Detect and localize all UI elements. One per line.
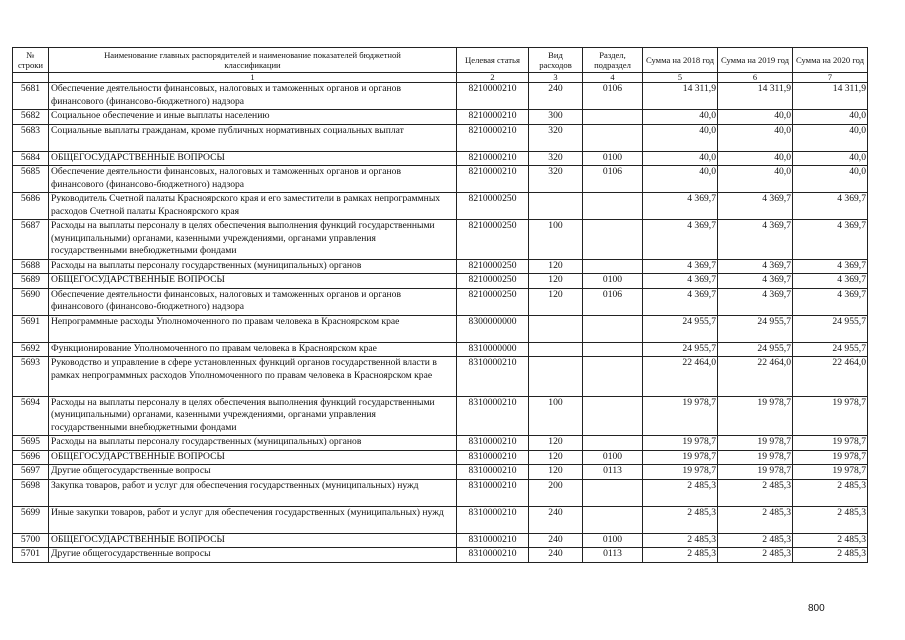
column-number: 5 [643, 73, 718, 83]
row-name: Обеспечение деятельности финансовых, налоговых и таможенных органов и органов финансового (финансово-бюджетного) надзора [49, 83, 457, 110]
target-article: 8310000210 [457, 506, 529, 533]
row-name: Руководство и управление в сфере установленных функций органов государственной власти в рамках непрограммных расходов Уполномоченного по правам человека в Красноярском крае [49, 357, 457, 397]
target-article: 8310000210 [457, 436, 529, 451]
sum-2019: 4 369,7 [718, 274, 793, 289]
sum-2019: 40,0 [718, 166, 793, 193]
sum-2020: 19 978,7 [793, 396, 868, 436]
row-name: Функционирование Уполномоченного по правам человека в Красноярском крае [49, 342, 457, 357]
section-code: 0100 [583, 151, 643, 166]
expense-kind [529, 357, 583, 397]
table-body [13, 83, 868, 563]
header-sum-2018: Сумма на 2018 год [643, 48, 718, 73]
row-name: Иные закупки товаров, работ и услуг для обеспечения государственных (муниципальных) нужд [49, 506, 457, 533]
expense-kind: 100 [529, 220, 583, 260]
table-row [13, 166, 868, 193]
row-name: Закупка товаров, работ и услуг для обеспечения государственных (муниципальных) нужд [49, 479, 457, 506]
row-number: 5685 [13, 166, 49, 193]
sum-2019: 2 485,3 [718, 533, 793, 548]
row-number: 5692 [13, 342, 49, 357]
target-article: 8210000250 [457, 274, 529, 289]
sum-2020: 4 369,7 [793, 220, 868, 260]
target-article: 8210000250 [457, 288, 529, 315]
sum-2019: 2 485,3 [718, 479, 793, 506]
sum-2020: 24 955,7 [793, 342, 868, 357]
target-article: 8210000250 [457, 193, 529, 220]
row-number: 5686 [13, 193, 49, 220]
sum-2020: 22 464,0 [793, 357, 868, 397]
sum-2018: 14 311,9 [643, 83, 718, 110]
sum-2020: 19 978,7 [793, 436, 868, 451]
target-article: 8210000210 [457, 83, 529, 110]
sum-2018: 19 978,7 [643, 450, 718, 465]
sum-2020: 4 369,7 [793, 274, 868, 289]
table-row [13, 479, 868, 506]
sum-2019: 19 978,7 [718, 465, 793, 480]
row-number: 5690 [13, 288, 49, 315]
sum-2018: 4 369,7 [643, 274, 718, 289]
column-number: 3 [529, 73, 583, 83]
sum-2018: 40,0 [643, 110, 718, 125]
section-code: 0100 [583, 274, 643, 289]
row-name: Расходы на выплаты персоналу государственных (муниципальных) органов [49, 259, 457, 274]
expense-kind: 120 [529, 465, 583, 480]
table-header-row [13, 48, 868, 73]
section-code: 0106 [583, 83, 643, 110]
sum-2020: 19 978,7 [793, 465, 868, 480]
row-number: 5682 [13, 110, 49, 125]
sum-2019: 4 369,7 [718, 259, 793, 274]
sum-2020: 40,0 [793, 124, 868, 151]
section-code [583, 193, 643, 220]
section-code [583, 124, 643, 151]
sum-2019: 19 978,7 [718, 396, 793, 436]
expense-kind: 240 [529, 533, 583, 548]
sum-2020: 40,0 [793, 151, 868, 166]
sum-2020: 2 485,3 [793, 548, 868, 563]
expense-kind: 300 [529, 110, 583, 125]
expense-kind: 320 [529, 124, 583, 151]
target-article: 8310000210 [457, 479, 529, 506]
table-row [13, 110, 868, 125]
page-number: 800 [808, 603, 825, 614]
expense-kind [529, 315, 583, 342]
section-code [583, 315, 643, 342]
sum-2019: 19 978,7 [718, 450, 793, 465]
budget-table [12, 47, 868, 563]
expense-kind [529, 342, 583, 357]
expense-kind: 120 [529, 436, 583, 451]
table-row [13, 548, 868, 563]
table-row [13, 436, 868, 451]
row-name: Руководитель Счетной палаты Красноярского края и его заместители в рамках непрограммных расходов Счетной палаты Красноярского края [49, 193, 457, 220]
row-number: 5697 [13, 465, 49, 480]
header-sum-2020: Сумма на 2020 год [793, 48, 868, 73]
target-article: 8310000000 [457, 342, 529, 357]
row-name: Социальные выплаты гражданам, кроме публичных нормативных социальных выплат [49, 124, 457, 151]
row-name: ОБЩЕГОСУДАРСТВЕННЫЕ ВОПРОСЫ [49, 533, 457, 548]
sum-2018: 22 464,0 [643, 357, 718, 397]
section-code [583, 110, 643, 125]
target-article: 8310000210 [457, 450, 529, 465]
table-row [13, 288, 868, 315]
row-number: 5699 [13, 506, 49, 533]
row-name: Расходы на выплаты персоналу в целях обеспечения выполнения функций государственными (муниципальными) органами, казенными учреждениями, органами управления государственными внебюджетными фондами [49, 220, 457, 260]
row-name: Социальное обеспечение и иные выплаты населению [49, 110, 457, 125]
target-article: 8310000210 [457, 533, 529, 548]
row-number: 5701 [13, 548, 49, 563]
sum-2020: 14 311,9 [793, 83, 868, 110]
sum-2018: 4 369,7 [643, 193, 718, 220]
row-number: 5684 [13, 151, 49, 166]
expense-kind: 240 [529, 83, 583, 110]
row-number: 5693 [13, 357, 49, 397]
row-number: 5700 [13, 533, 49, 548]
table-row [13, 396, 868, 436]
section-code: 0113 [583, 548, 643, 563]
section-code [583, 357, 643, 397]
header-expense-kind: Вид расходов [529, 48, 583, 73]
sum-2018: 24 955,7 [643, 315, 718, 342]
target-article: 8210000210 [457, 124, 529, 151]
column-number: 7 [793, 73, 868, 83]
row-number: 5688 [13, 259, 49, 274]
column-number: 1 [49, 73, 457, 83]
table-row [13, 259, 868, 274]
table-row [13, 506, 868, 533]
section-code: 0106 [583, 288, 643, 315]
expense-kind: 100 [529, 396, 583, 436]
section-code: 0106 [583, 166, 643, 193]
row-name: Обеспечение деятельности финансовых, налоговых и таможенных органов и органов финансового (финансово-бюджетного) надзора [49, 288, 457, 315]
row-number: 5694 [13, 396, 49, 436]
table-row [13, 315, 868, 342]
section-code [583, 506, 643, 533]
row-name: ОБЩЕГОСУДАРСТВЕННЫЕ ВОПРОСЫ [49, 274, 457, 289]
section-code [583, 259, 643, 274]
column-number-row [13, 73, 868, 83]
row-name: Расходы на выплаты персоналу государственных (муниципальных) органов [49, 436, 457, 451]
row-number: 5695 [13, 436, 49, 451]
sum-2020: 2 485,3 [793, 479, 868, 506]
sum-2019: 19 978,7 [718, 436, 793, 451]
sum-2019: 40,0 [718, 151, 793, 166]
expense-kind: 120 [529, 288, 583, 315]
sum-2019: 24 955,7 [718, 342, 793, 357]
column-number: 6 [718, 73, 793, 83]
column-number [13, 73, 49, 83]
sum-2019: 24 955,7 [718, 315, 793, 342]
row-number: 5681 [13, 83, 49, 110]
target-article: 8310000210 [457, 396, 529, 436]
table-row [13, 124, 868, 151]
sum-2018: 2 485,3 [643, 506, 718, 533]
sum-2020: 40,0 [793, 166, 868, 193]
section-code: 0100 [583, 533, 643, 548]
column-number: 2 [457, 73, 529, 83]
section-code [583, 396, 643, 436]
row-number: 5696 [13, 450, 49, 465]
row-name: ОБЩЕГОСУДАРСТВЕННЫЕ ВОПРОСЫ [49, 151, 457, 166]
expense-kind: 200 [529, 479, 583, 506]
sum-2019: 2 485,3 [718, 548, 793, 563]
table-row [13, 533, 868, 548]
header-name: Наименование главных распорядителей и наименование показателей бюджетной классификации [49, 48, 457, 73]
expense-kind: 120 [529, 259, 583, 274]
sum-2018: 2 485,3 [643, 548, 718, 563]
row-name: ОБЩЕГОСУДАРСТВЕННЫЕ ВОПРОСЫ [49, 450, 457, 465]
target-article: 8210000210 [457, 151, 529, 166]
sum-2020: 19 978,7 [793, 450, 868, 465]
sum-2018: 2 485,3 [643, 479, 718, 506]
section-code [583, 342, 643, 357]
sum-2019: 14 311,9 [718, 83, 793, 110]
sum-2020: 24 955,7 [793, 315, 868, 342]
sum-2019: 4 369,7 [718, 220, 793, 260]
target-article: 8310000210 [457, 357, 529, 397]
table-row [13, 357, 868, 397]
sum-2019: 40,0 [718, 124, 793, 151]
section-code [583, 479, 643, 506]
target-article: 8300000000 [457, 315, 529, 342]
sum-2018: 4 369,7 [643, 259, 718, 274]
row-number: 5687 [13, 220, 49, 260]
expense-kind: 240 [529, 506, 583, 533]
sum-2019: 2 485,3 [718, 506, 793, 533]
target-article: 8310000210 [457, 548, 529, 563]
section-code [583, 220, 643, 260]
section-code: 0113 [583, 465, 643, 480]
sum-2018: 4 369,7 [643, 220, 718, 260]
target-article: 8210000210 [457, 166, 529, 193]
sum-2020: 2 485,3 [793, 533, 868, 548]
sum-2020: 2 485,3 [793, 506, 868, 533]
sum-2018: 19 978,7 [643, 465, 718, 480]
sum-2019: 4 369,7 [718, 288, 793, 315]
row-name: Другие общегосударственные вопросы [49, 548, 457, 563]
sum-2018: 19 978,7 [643, 436, 718, 451]
table-row [13, 193, 868, 220]
table-row [13, 450, 868, 465]
row-number: 5691 [13, 315, 49, 342]
sum-2018: 40,0 [643, 151, 718, 166]
table-row [13, 274, 868, 289]
sum-2018: 40,0 [643, 166, 718, 193]
sum-2019: 22 464,0 [718, 357, 793, 397]
expense-kind: 320 [529, 166, 583, 193]
row-number: 5689 [13, 274, 49, 289]
section-code: 0100 [583, 450, 643, 465]
target-article: 8210000250 [457, 220, 529, 260]
table-row [13, 220, 868, 260]
expense-kind: 320 [529, 151, 583, 166]
header-row-number: № строки [13, 48, 49, 73]
sum-2018: 24 955,7 [643, 342, 718, 357]
header-target-article: Целевая статья [457, 48, 529, 73]
sum-2019: 40,0 [718, 110, 793, 125]
row-name: Расходы на выплаты персоналу в целях обеспечения выполнения функций государственными (муниципальными) органами, казенными учреждениями, органами управления государственными внебюджетными фондами [49, 396, 457, 436]
budget-table-container [12, 47, 868, 563]
column-number: 4 [583, 73, 643, 83]
row-name: Другие общегосударственные вопросы [49, 465, 457, 480]
sum-2020: 40,0 [793, 110, 868, 125]
header-sum-2019: Сумма на 2019 год [718, 48, 793, 73]
target-article: 8310000210 [457, 465, 529, 480]
table-row [13, 465, 868, 480]
table-row [13, 342, 868, 357]
expense-kind: 240 [529, 548, 583, 563]
row-name: Обеспечение деятельности финансовых, налоговых и таможенных органов и органов финансового (финансово-бюджетного) надзора [49, 166, 457, 193]
table-row [13, 151, 868, 166]
sum-2020: 4 369,7 [793, 193, 868, 220]
row-number: 5683 [13, 124, 49, 151]
expense-kind: 120 [529, 450, 583, 465]
sum-2020: 4 369,7 [793, 288, 868, 315]
expense-kind: 120 [529, 274, 583, 289]
sum-2018: 40,0 [643, 124, 718, 151]
sum-2020: 4 369,7 [793, 259, 868, 274]
target-article: 8210000210 [457, 110, 529, 125]
table-row [13, 83, 868, 110]
row-name: Непрограммные расходы Уполномоченного по правам человека в Красноярском крае [49, 315, 457, 342]
row-number: 5698 [13, 479, 49, 506]
section-code [583, 436, 643, 451]
sum-2018: 4 369,7 [643, 288, 718, 315]
sum-2019: 4 369,7 [718, 193, 793, 220]
target-article: 8210000250 [457, 259, 529, 274]
sum-2018: 19 978,7 [643, 396, 718, 436]
header-section: Раздел, подраздел [583, 48, 643, 73]
sum-2018: 2 485,3 [643, 533, 718, 548]
expense-kind [529, 193, 583, 220]
